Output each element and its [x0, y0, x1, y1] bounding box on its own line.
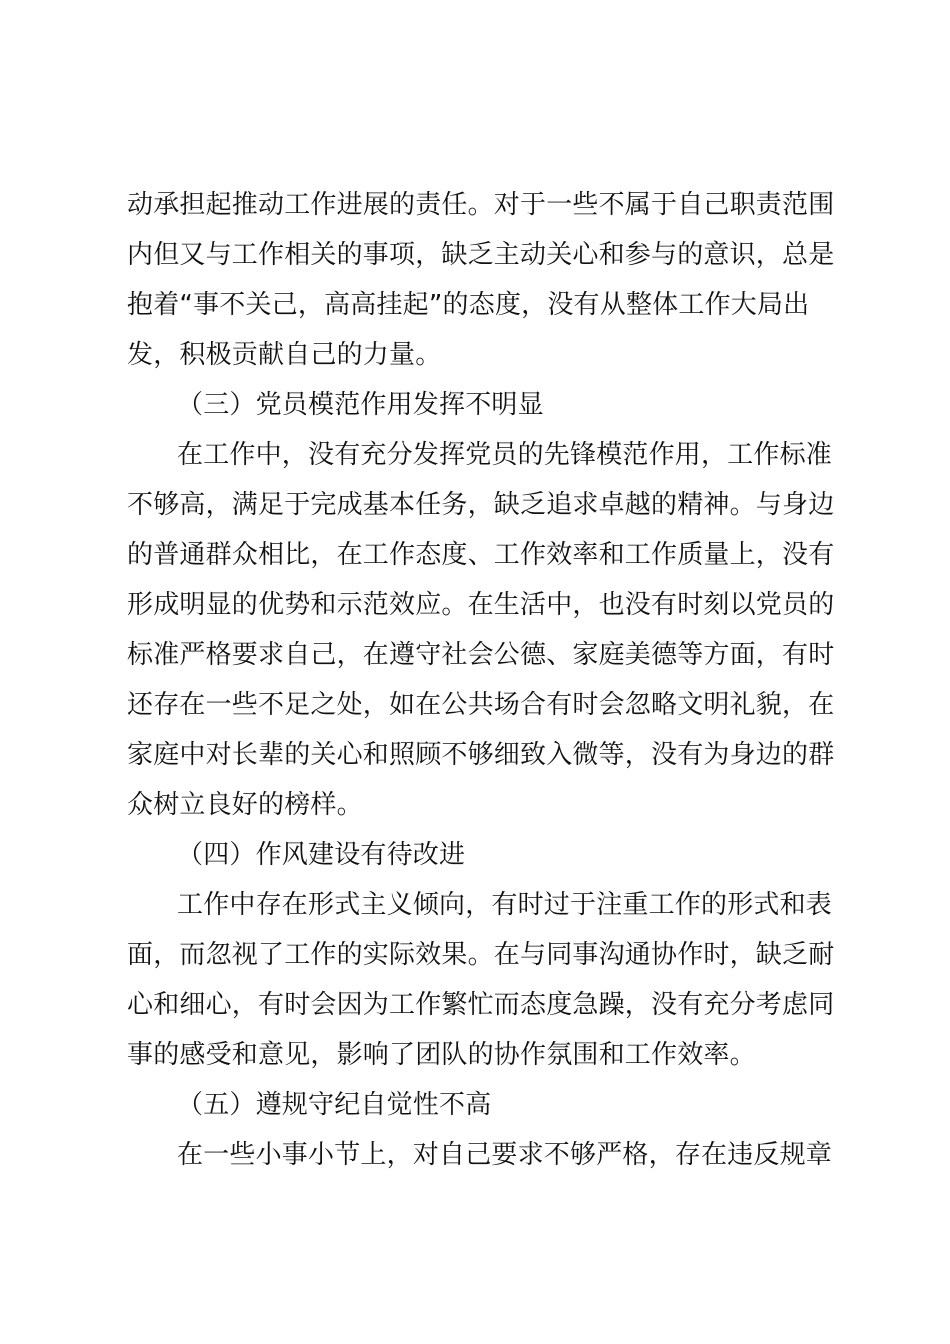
paragraph-line: 的普通群众相比，在工作态度、工作效率和工作质量上，没有: [127, 540, 835, 570]
paragraph-first-line: 工作中存在形式主义倾向，有时过于注重工作的形式和表: [177, 890, 833, 920]
paragraph-line: 众树立良好的榜样。: [127, 790, 363, 820]
paragraph-first-line: 在一些小事小节上，对自己要求不够严格，存在违反规章: [177, 1140, 833, 1170]
paragraph-line: 事的感受和意见，影响了团队的协作氛围和工作效率。: [127, 1040, 756, 1070]
paragraph-line: 不够高，满足于完成基本任务，缺乏追求卓越的精神。与身边: [127, 490, 835, 520]
section-heading-5: （五）遵规守纪自觉性不高: [177, 1090, 492, 1120]
paragraph-line: 发，积极贡献自己的力量。: [127, 340, 442, 370]
section-heading-3: （三）党员模范作用发挥不明显: [177, 390, 544, 420]
paragraph-first-line: 在工作中，没有充分发挥党员的先锋模范作用，工作标准: [177, 440, 833, 470]
paragraph-line: 标准严格要求自己，在遵守社会公德、家庭美德等方面，有时: [127, 640, 835, 670]
paragraph-line: 心和细心，有时会因为工作繁忙而态度急躁，没有充分考虑同: [127, 990, 835, 1020]
paragraph-line: 家庭中对长辈的关心和照顾不够细致入微等，没有为身边的群: [127, 740, 835, 770]
section-heading-4: （四）作风建设有待改进: [177, 840, 466, 870]
paragraph-line: 还存在一些不足之处，如在公共场合有时会忽略文明礼貌，在: [127, 690, 835, 720]
paragraph-line: 动承担起推动工作进展的责任。对于一些不属于自己职责范围: [127, 190, 835, 220]
paragraph-line: 内但又与工作相关的事项，缺乏主动关心和参与的意识，总是: [127, 240, 835, 270]
paragraph-line: 形成明显的优势和示范效应。在生活中，也没有时刻以党员的: [127, 590, 835, 620]
paragraph-line: 面，而忽视了工作的实际效果。在与同事沟通协作时，缺乏耐: [127, 940, 835, 970]
paragraph-line: 抱着“事不关己，高高挂起”的态度，没有从整体工作大局出: [127, 290, 810, 320]
